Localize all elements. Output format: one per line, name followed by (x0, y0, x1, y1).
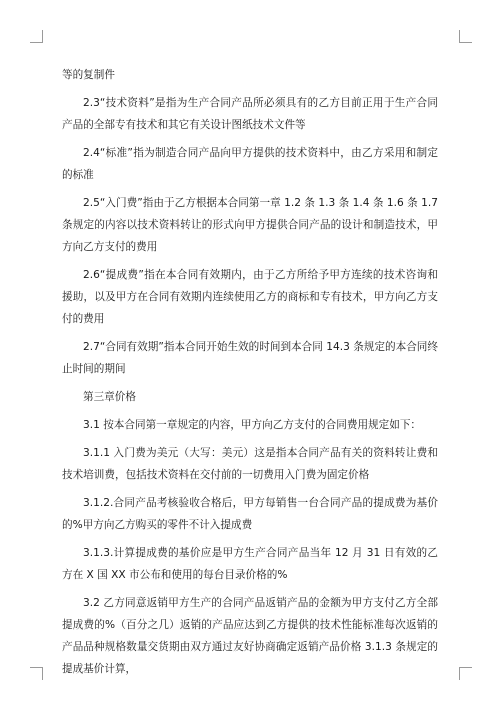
paragraph-2-5-entry-fee: 2.5“入门费”指由于乙方根据本合同第一章 1.2 条 1.3 条 1.4 条 1.6 条 1.7 条规定的内容以技术资料转让的形式向甲方提供合同产品的设计和制造技术，甲方向乙方支付的费用 (62, 197, 438, 253)
paragraph-3-1-3: 3.1.3.计算提成费的基价应是甲方生产合同产品当年 12 月 31 日有效的乙方在 X 国 XX 市公布和使用的每台目录价格的% (62, 547, 438, 581)
crop-mark-top-right (459, 30, 472, 43)
crop-mark-top-left (30, 30, 43, 43)
paragraph-3-2: 3.2 乙方同意返销甲方生产的合同产品返销产品的金额为甲方支付乙方全部提成费的%（百分之几）返销的产品应达到乙方提供的技术性能标准每次返销的产品品种规格数量交货期由双方通过友好协商确定返销产品价格 3.1.3 条规定的提成基价计算， (62, 597, 438, 675)
paragraph-3-1-1: 3.1.1 入门费为美元（大写：美元）这是指本合同产品有关的资料转让费和技术培训费，包括技术资料在交付前的一切费用入门费为固定价格 (62, 447, 438, 481)
crop-mark-bottom-right (459, 667, 472, 680)
paragraph-continuation: 等的复制件 (62, 69, 115, 81)
paragraph-2-4-standard: 2.4“标准”指为制造合同产品向甲方提供的技术资料中，由乙方采用和制定的标准 (62, 147, 438, 181)
crop-mark-bottom-left (30, 667, 43, 680)
paragraph-3-1: 3.1 按本合同第一章规定的内容，甲方向乙方支付的合同费用规定如下： (83, 419, 422, 431)
paragraph-2-6-royalty: 2.6“提成费”指在本合同有效期内，由于乙方所给予甲方连续的技术咨询和援助，以及甲方在合同有效期内连续使用乙方的商标和专有技术，甲方向乙方支付的费用 (62, 269, 438, 325)
paragraph-2-3-technical-data: 2.3“技术资料”是指为生产合同产品所必须具有的乙方目前正用于生产合同产品的全部专有技术和其它有关设计图纸技术文件等 (62, 97, 438, 131)
paragraph-3-1-2: 3.1.2.合同产品考核验收合格后，甲方每销售一台合同产品的提成费为基价的%甲方向乙方购买的零件不计入提成费 (62, 497, 438, 531)
paragraph-2-7-validity: 2.7“合同有效期”指本合同开始生效的时间到本合同 14.3 条规定的本合同终止时间的期间 (62, 341, 438, 375)
document-body (62, 64, 438, 686)
chapter-3-heading: 第三章价格 (83, 391, 136, 403)
